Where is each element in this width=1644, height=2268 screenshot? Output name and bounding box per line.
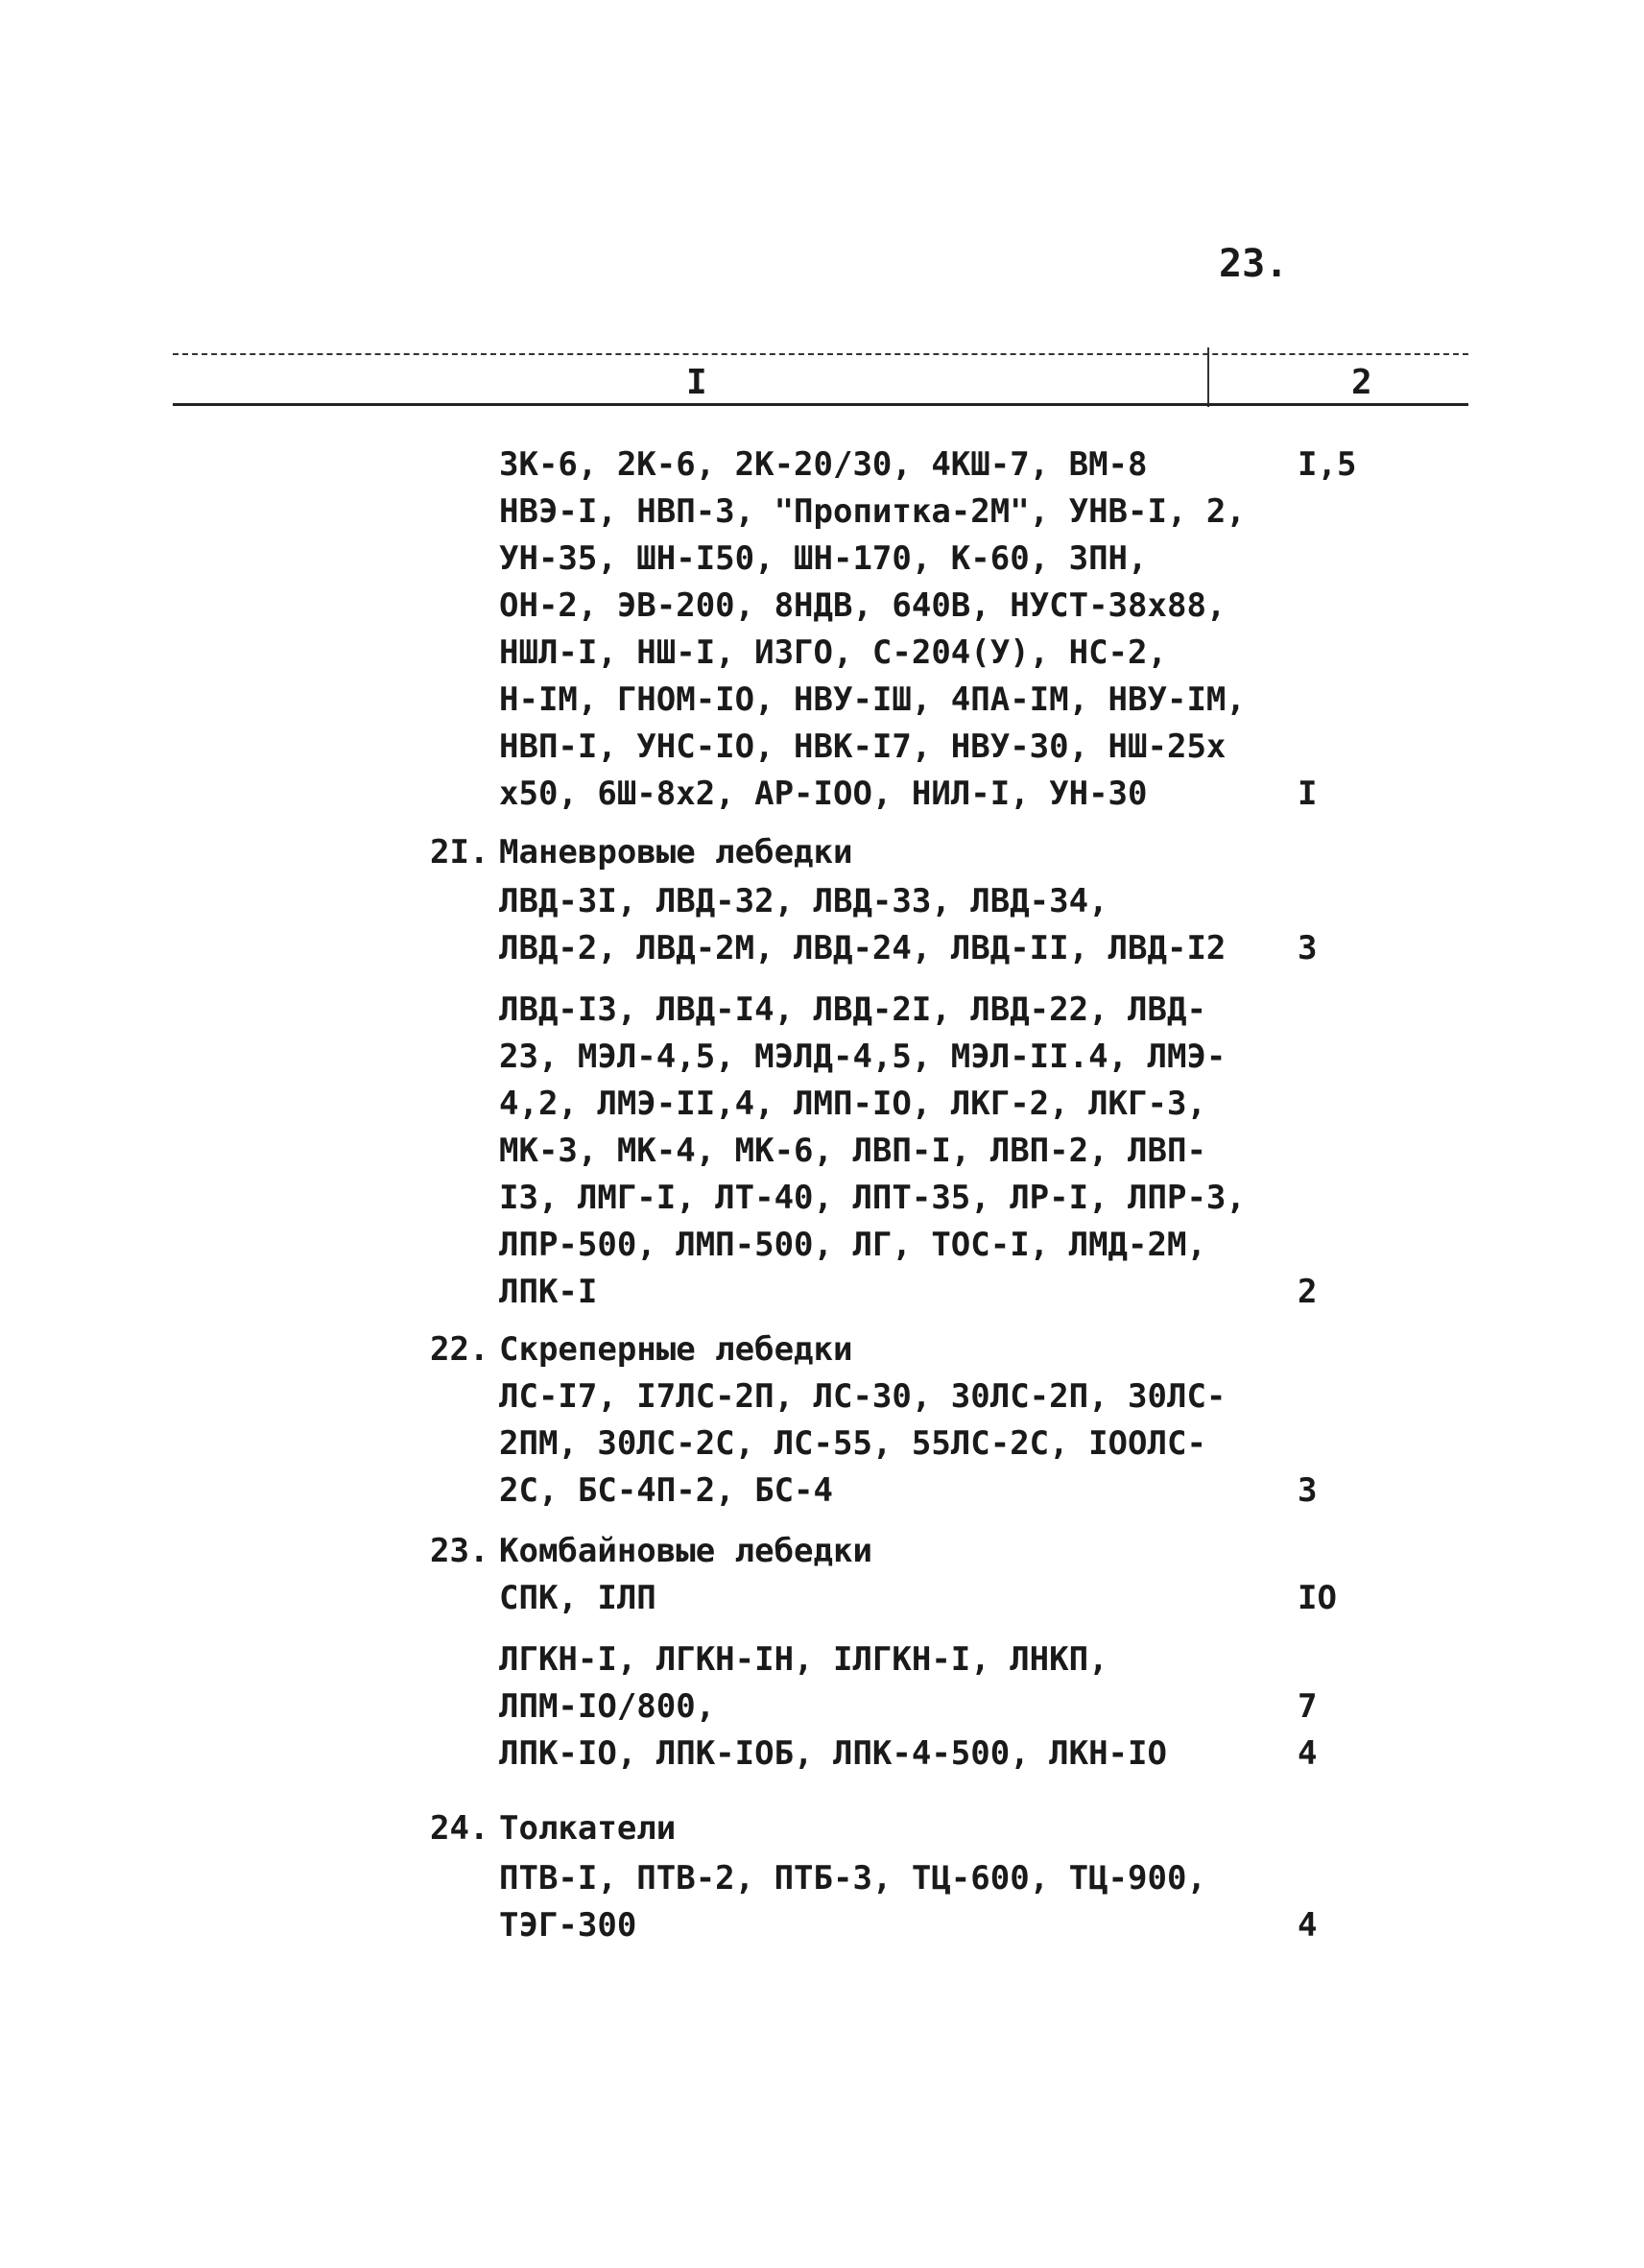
list-item: ОН-2, ЭВ-200, 8НДВ, 640В, НУСТ-38х88, xyxy=(499,586,1227,625)
value-cell: 3 xyxy=(1298,929,1318,967)
item-number: 24. xyxy=(430,1809,489,1848)
value-cell: 7 xyxy=(1298,1687,1318,1726)
list-item: ТЭГ-300 xyxy=(499,1906,637,1945)
list-item: ЛВД-2, ЛВД-2М, ЛВД-24, ЛВД-II, ЛВД-I2 xyxy=(499,929,1227,967)
item-number: 23. xyxy=(430,1532,489,1570)
item-title: Скреперные лебедки xyxy=(499,1330,853,1369)
item-title: Толкатели xyxy=(499,1809,677,1848)
list-item: ЛПК-IО, ЛПК-IОБ, ЛПК-4-500, ЛКН-IО xyxy=(499,1734,1167,1773)
list-item: 2С, БС-4П-2, БС-4 xyxy=(499,1471,833,1510)
list-item: НВП-I, УНС-IО, НВК-I7, НВУ-30, НШ-25х xyxy=(499,728,1227,766)
list-item: ПТВ-I, ПТВ-2, ПТБ-3, ТЦ-600, ТЦ-900, xyxy=(499,1859,1206,1898)
list-item: ЛПР-500, ЛМП-500, ЛГ, ТОС-I, ЛМД-2М, xyxy=(499,1226,1206,1264)
column-divider xyxy=(1207,347,1209,407)
list-item: ЛПК-I xyxy=(499,1273,598,1311)
table-header-rule xyxy=(173,403,1468,406)
page-number: 23. xyxy=(1219,242,1289,286)
list-item: НВЭ-I, НВП-3, "Пропитка-2М", УНВ-I, 2, xyxy=(499,492,1246,531)
value-cell: 3 xyxy=(1298,1471,1318,1510)
item-number: 22. xyxy=(430,1330,489,1369)
list-item: 2ПМ, 30ЛС-2С, ЛС-55, 55ЛС-2С, IООЛС- xyxy=(499,1424,1206,1463)
list-item: ЛВД-3I, ЛВД-32, ЛВД-33, ЛВД-34, xyxy=(499,882,1108,920)
value-cell: I,5 xyxy=(1298,445,1357,484)
list-item: Н-IМ, ГНОМ-IО, НВУ-IШ, 4ПА-IМ, НВУ-IМ, xyxy=(499,680,1246,719)
list-item: СПК, IЛП xyxy=(499,1579,656,1617)
list-item: ЛС-I7, I7ЛС-2П, ЛС-30, 30ЛС-2П, 30ЛС- xyxy=(499,1377,1227,1416)
value-cell: 2 xyxy=(1298,1273,1318,1311)
list-item: НШЛ-I, НШ-I, ИЗГО, С-204(У), НС-2, xyxy=(499,633,1167,672)
list-item: ЛВД-I3, ЛВД-I4, ЛВД-2I, ЛВД-22, ЛВД- xyxy=(499,991,1206,1029)
value-cell: 4 xyxy=(1298,1734,1318,1773)
list-item: 3К-6, 2К-6, 2К-20/30, 4КШ-7, ВМ-8 xyxy=(499,445,1148,484)
column-header-1: I xyxy=(686,363,707,402)
list-item: 23, МЭЛ-4,5, МЭЛД-4,5, МЭЛ-II.4, ЛМЭ- xyxy=(499,1038,1227,1076)
table-top-rule xyxy=(173,353,1468,355)
list-item: ЛГКН-I, ЛГКН-IН, IЛГКН-I, ЛНКП, xyxy=(499,1640,1108,1679)
list-item: I3, ЛМГ-I, ЛТ-40, ЛПТ-35, ЛР-I, ЛПР-3, xyxy=(499,1179,1246,1217)
value-cell: I xyxy=(1298,775,1318,813)
list-item: МК-3, МК-4, МК-6, ЛВП-I, ЛВП-2, ЛВП- xyxy=(499,1132,1206,1170)
list-item: 4,2, ЛМЭ-II,4, ЛМП-IО, ЛКГ-2, ЛКГ-3, xyxy=(499,1085,1206,1123)
value-cell: IО xyxy=(1298,1579,1337,1617)
item-title: Комбайновые лебедки xyxy=(499,1532,872,1570)
list-item: х50, 6Ш-8х2, АР-IОО, НИЛ-I, УН-30 xyxy=(499,775,1148,813)
item-number: 2I. xyxy=(430,833,489,871)
value-cell: 4 xyxy=(1298,1906,1318,1945)
column-header-2: 2 xyxy=(1351,363,1372,402)
list-item: УН-35, ШН-I50, ШН-170, К-60, ЗПН, xyxy=(499,539,1148,578)
list-item: ЛПМ-IО/800, xyxy=(499,1687,716,1726)
item-title: Маневровые лебедки xyxy=(499,833,853,871)
